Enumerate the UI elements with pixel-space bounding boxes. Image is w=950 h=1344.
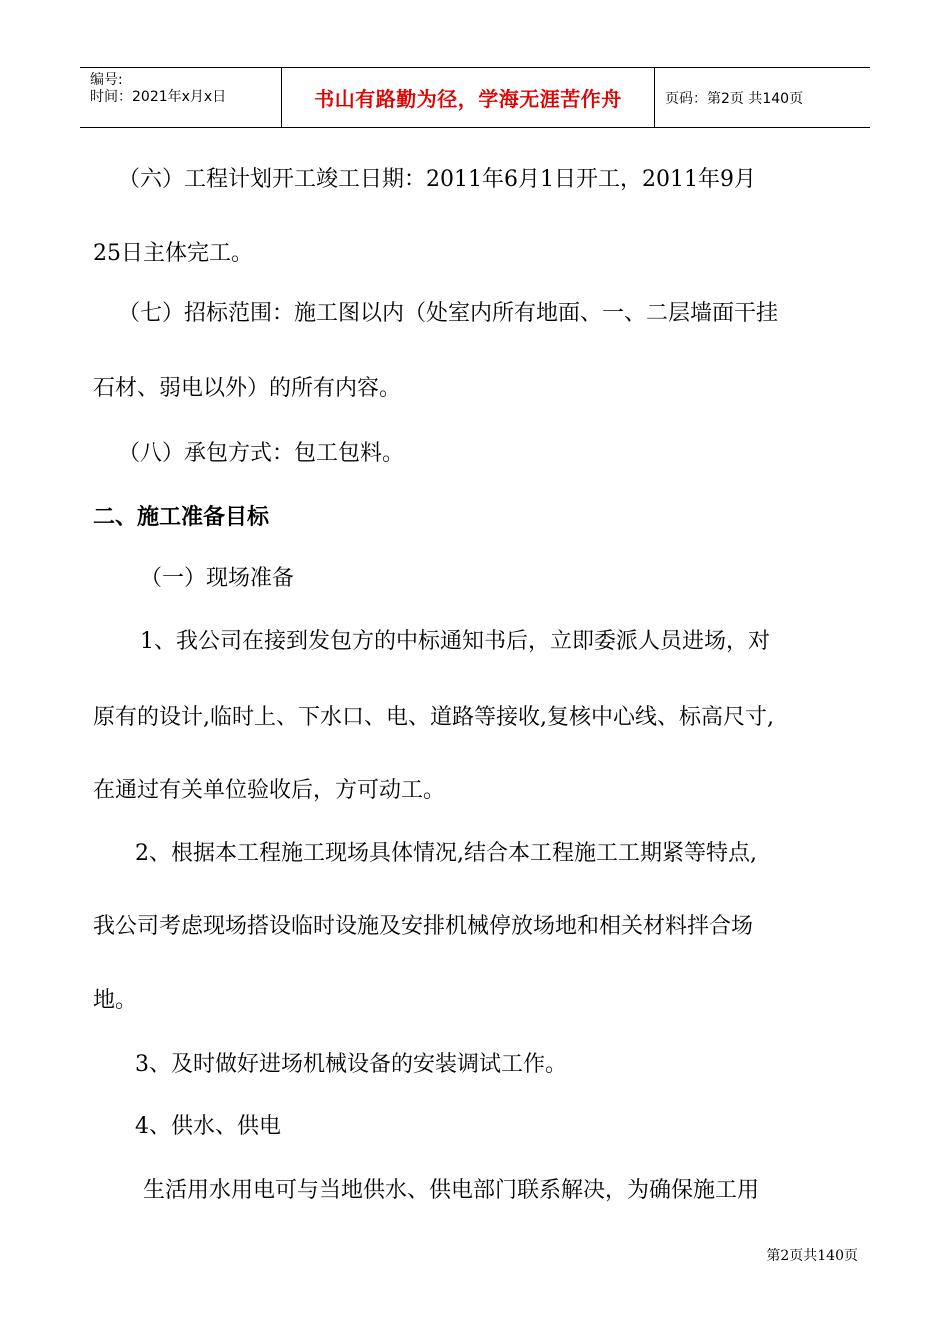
page-header [80,67,870,128]
paragraph-line: 在通过有关单位验收后，方可动工。 [93,778,446,803]
header-left-cell [80,68,281,127]
subsection-heading: （一）现场准备 [140,566,295,591]
paragraph-line: 25日主体完工。 [93,241,253,266]
paragraph-line: 地。 [93,988,138,1013]
header-page-info: 页码：第2页 共140页 [665,90,804,107]
header-center-cell [281,68,655,127]
paragraph-line: 原有的设计,临时上、下水口、电、道路等接收,复核中心线、标高尺寸, [93,705,774,730]
paragraph-line: （八）承包方式：包工包料。 [118,441,405,466]
paragraph-line: 3、及时做好进场机械设备的安装调试工作。 [135,1052,567,1077]
paragraph-line: （七）招标范围：施工图以内（处室内所有地面、一、二层墙面干挂 [118,301,779,326]
header-right-cell [655,68,870,127]
paragraph-line: 4、供水、供电 [135,1114,281,1139]
document-date: 时间：2021年x月x日 [90,89,227,105]
paragraph-line: 我公司考虑现场搭设临时设施及安排机械停放场地和相关材料拌合场 [93,914,754,939]
paragraph-line: 2、根据本工程施工现场具体情况,结合本工程施工工期紧等特点, [135,841,757,866]
paragraph-line: （六）工程计划开工竣工日期：2011年6月1日开工，2011年9月 [118,167,756,192]
header-motto: 书山有路勤为径，学海无涯苦作舟 [314,87,622,111]
document-number-label: 编号: [90,72,123,88]
page-footer: 第2页共140页 [766,1248,858,1264]
section-heading: 二、施工准备目标 [93,505,270,530]
paragraph-line: 1、我公司在接到发包方的中标通知书后，立即委派人员进场，对 [140,629,770,654]
paragraph-line: 石材、弱电以外）的所有内容。 [93,376,402,401]
paragraph-line: 生活用水用电可与当地供水、供电部门联系解决，为确保施工用 [143,1178,760,1203]
